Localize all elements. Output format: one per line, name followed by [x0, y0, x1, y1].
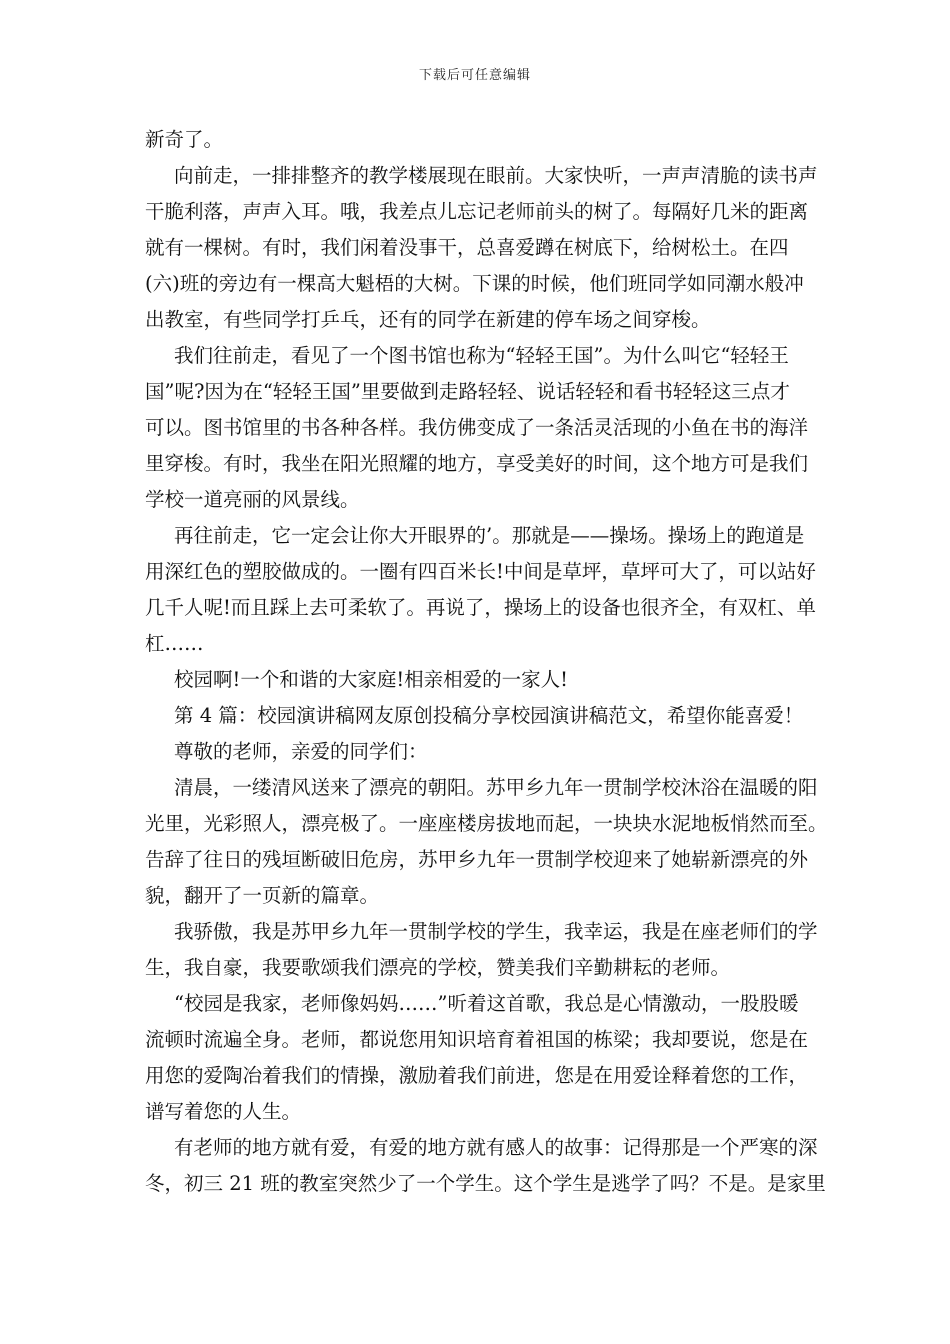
text-line: 清晨，一缕清风送来了漂亮的朝阳。苏甲乡九年一贯制学校沐浴在温暖的阳: [174, 776, 818, 799]
text-line: “校园是我家，老师像妈妈……”听着这首歌，我总是心情激动，一股股暖: [174, 992, 799, 1015]
text-line: 用您的爱陶冶着我们的情操，激励着我们前进，您是在用爱诠释着您的工作，: [145, 1064, 809, 1087]
text-line: 学校一道亮丽的风景线。: [145, 488, 360, 511]
text-line: (六)班的旁边有一棵高大魁梧的大树。下课的时候，他们班同学如同潮水般冲: [145, 272, 804, 295]
text-line: 校园啊!一个和谐的大家庭!相亲相爱的一家人!: [174, 668, 569, 691]
text-line: 光里，光彩照人，漂亮极了。一座座楼房拔地而起，一块块水泥地板悄然而至。: [145, 812, 828, 835]
text-line: 就有一棵树。有时，我们闲着没事干，总喜爱蹲在树底下，给树松土。在四: [145, 236, 789, 259]
text-line: 新奇了。: [145, 128, 224, 151]
page-header: 下载后可任意编辑: [418, 68, 531, 83]
text-line: 国”呢?因为在“轻轻王国”里要做到走路轻轻、说话轻轻和看书轻轻这三点才: [145, 380, 790, 403]
text-line: 有老师的地方就有爱，有爱的地方就有感人的故事：记得那是一个严寒的深: [174, 1136, 818, 1159]
text-line: 尊敬的老师，亲爱的同学们：: [174, 740, 428, 763]
text-line: 用深红色的塑胶做成的。一圈有四百米长!中间是草坪，草坪可大了，可以站好: [145, 560, 816, 583]
text-line: 向前走，一排排整齐的教学楼展现在眼前。大家快听，一声声清脆的读书声: [174, 164, 818, 187]
text-line: 干脆利落，声声入耳。哦，我差点儿忘记老师前头的树了。每隔好几米的距离: [145, 200, 809, 223]
text-line: 可以。图书馆里的书各种各样。我仿佛变成了一条活灵活现的小鱼在书的海洋: [145, 416, 809, 439]
text-line: 我骄傲，我是苏甲乡九年一贯制学校的学生，我幸运，我是在座老师们的学: [174, 920, 818, 943]
text-line: 告辞了往日的残垣断破旧危房，苏甲乡九年一贯制学校迎来了她崭新漂亮的外: [145, 848, 809, 871]
text-line: 出教室，有些同学打乒乓，还有的同学在新建的停车场之间穿梭。: [145, 308, 711, 331]
text-line: 生，我自豪，我要歌颂我们漂亮的学校，赞美我们辛勤耕耘的老师。: [145, 956, 731, 979]
text-line: 谱写着您的人生。: [145, 1100, 302, 1123]
text-line: 貌，翻开了一页新的篇章。: [145, 884, 380, 907]
document-body: [145, 122, 828, 1202]
text-line: 冬，初三 21 班的教室突然少了一个学生。这个学生是逃学了吗？不是。是家里: [145, 1172, 826, 1195]
text-line: 我们往前走，看见了一个图书馆也称为“轻轻王国”。为什么叫它“轻轻王: [174, 344, 789, 367]
text-line: 再往前走，它一定会让你大开眼界的’。那就是——操场。操场上的跑道是: [174, 524, 805, 547]
text-line: 几千人呢!而且踩上去可柔软了。再说了，操场上的设备也很齐全，有双杠、单: [145, 596, 816, 619]
text-line: 杠……: [145, 632, 204, 655]
text-line: 里穿梭。有时，我坐在阳光照耀的地方，享受美好的时间，这个地方可是我们: [145, 452, 809, 475]
section-heading: 第 4 篇：校园演讲稿网友原创投稿分享校园演讲稿范文，希望你能喜爱！: [174, 704, 804, 727]
text-line: 流顿时流遍全身。老师，都说您用知识培育着祖国的栋梁；我却要说，您是在: [145, 1028, 809, 1051]
